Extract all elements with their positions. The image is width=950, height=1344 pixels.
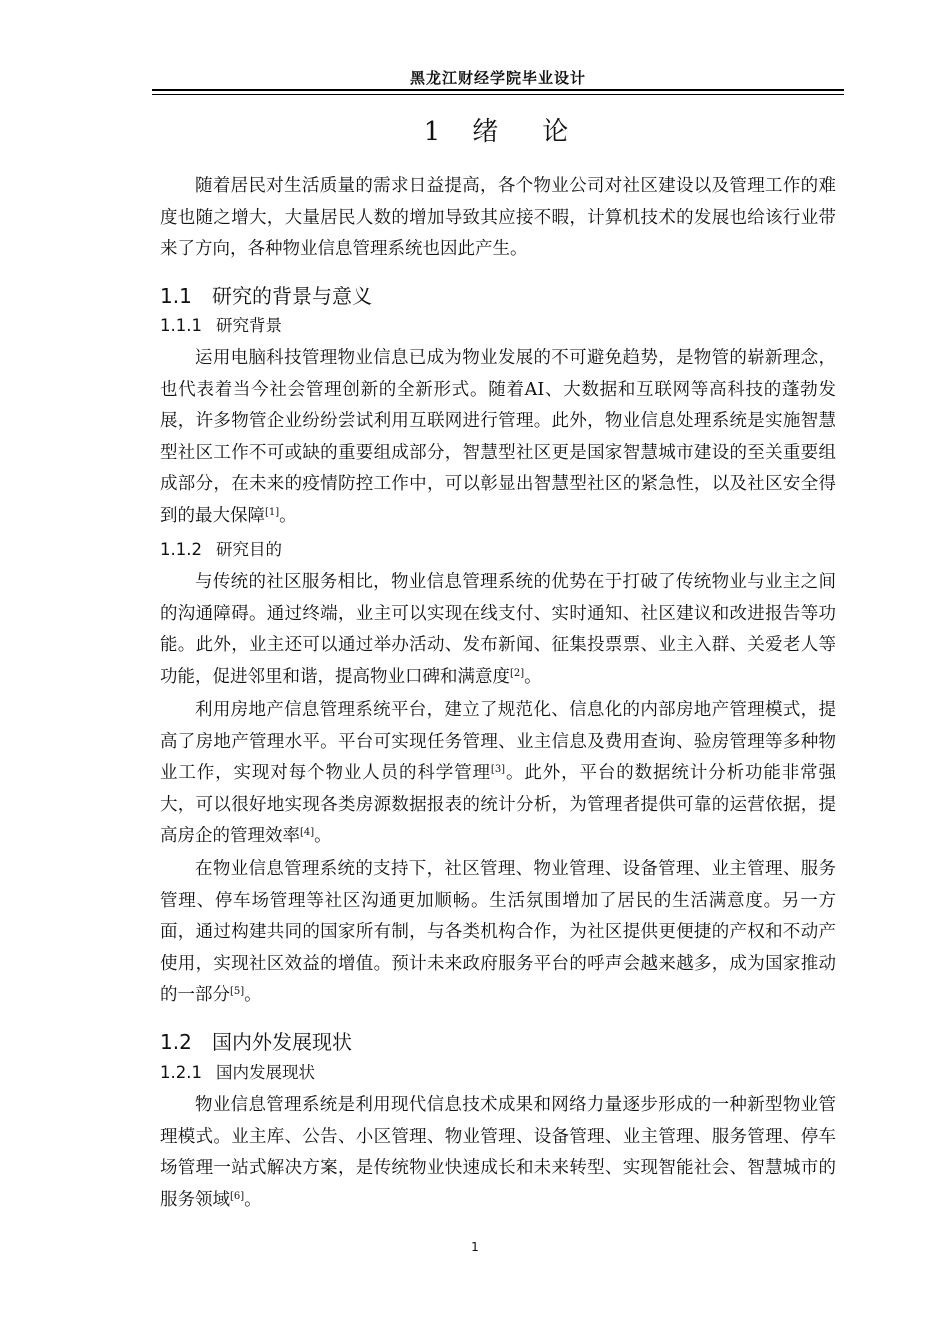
subsection-number: 1.2.1 — [160, 1063, 202, 1082]
citation-ref: [2] — [510, 667, 525, 679]
paragraph-end: 。 — [524, 666, 542, 687]
section-title: 国内外发展现状 — [212, 1030, 352, 1054]
purpose-paragraph-1 — [160, 567, 836, 693]
section-title: 研究的背景与意义 — [212, 284, 372, 308]
citation-ref: [6] — [230, 1190, 245, 1202]
subsection-title: 研究目的 — [216, 540, 282, 559]
citation-ref: [1] — [265, 506, 280, 518]
purpose-paragraph-3 — [160, 854, 836, 1012]
section-number: 1.1 — [160, 284, 192, 308]
intro-paragraph: 随着居民对生活质量的需求日益提高，各个物业公司对社区建设以及管理工作的难度也随之增大，大量居民人数的增加导致其应接不暇，计算机技术的发展也给该行业带来了方向，各种物业信息管理系统也因此产生。 — [160, 176, 836, 259]
running-header: 黑龙江财经学院毕业设计 — [409, 69, 586, 87]
paragraph-text: 物业信息管理系统是利用现代信息技术成果和网络力量逐步形成的一种新型物业管理模式。业主库、公告、小区管理、物业管理、设备管理、业主管理、服务管理、停车场管理一站式解决方案，是传统物业快速成长和未来转型、实现智能社会、智慧城市的服务领域 — [160, 1095, 836, 1210]
subsection-heading-1-1-1 — [160, 314, 282, 338]
subsection-number: 1.1.2 — [160, 540, 202, 559]
subsection-number: 1.1.1 — [160, 316, 202, 335]
chapter-title-part2: 论 — [542, 117, 573, 147]
paragraph-end: 。 — [279, 505, 297, 526]
paragraph-text: 与传统的社区服务相比，物业信息管理系统的优势在于打破了传统物业与业主之间的沟通障碍。通过终端，业主可以实现在线支付、实时通知、社区建议和改进报告等功能。此外，业主还可以通过举办活动、发布新闻、征集投票票、业主入群、关爱老人等功能，促进邻里和谐，提高物业口碑和满意度 — [160, 572, 836, 687]
paragraph-text: 运用电脑科技管理物业信息已成为物业发展的不可避免趋势，是物管的崭新理念，也代表着当今社会管理创新的全新形式。随着AI、大数据和互联网等高科技的蓬勃发展，许多物管企业纷纷尝试利用互联网进行管理。此外，物业信息处理系统是实施智慧型社区工作不可或缺的重要组成部分，智慧型社区更是国家智慧城市建设的至关重要组成部分，在未来的疫情防控工作中，可以彰显出智慧型社区的紧急性，以及社区安全得到的最大保障 — [160, 348, 836, 526]
paragraph-end: 。 — [314, 826, 332, 846]
background-paragraph — [160, 343, 836, 532]
header-rule-thin — [152, 94, 844, 95]
citation-ref: [3] — [490, 764, 506, 775]
subsection-title: 研究背景 — [216, 316, 282, 335]
paragraph-text: 利用房地产信息管理系统平台，建立了规范化、信息化的内部房地产管理模式，提高了房地产管理水平。平台可实现任务管理、业主信息及费用查询、验房管理等多种物业工作，实现对每个物业人员的科学管理 — [160, 700, 836, 783]
paragraph-end: 。 — [244, 985, 262, 1005]
purpose-paragraph-2 — [160, 695, 836, 853]
subsection-heading-1-2-1 — [160, 1061, 315, 1085]
chapter-title — [152, 114, 844, 150]
subsection-heading-1-1-2 — [160, 538, 282, 562]
header-rule-thick — [152, 89, 844, 91]
citation-ref: [4] — [300, 827, 315, 838]
paragraph-text: 在物业信息管理系统的支持下，社区管理、物业管理、设备管理、业主管理、服务管理、停车场管理等社区沟通更加顺畅。生活氛围增加了居民的生活满意度。另一方面，通过构建共同的国家所有制，与各类机构合作，为社区提供更便捷的产权和不动产使用，实现社区效益的增值。预计未来政府服务平台的呼声会越来越多，成为国家推动的一部分 — [160, 859, 836, 1005]
paragraph-text: 。此外，平台的数据统计分析功能非常强大，可以很好地实现各类房源数据报表的统计分析，为管理者提供可靠的运营依据，提高房企的管理效率 — [160, 763, 837, 846]
subsection-title: 国内发展现状 — [216, 1063, 315, 1082]
section-heading-1-1 — [160, 282, 372, 310]
chapter-number: 1 — [423, 117, 445, 147]
chapter-title-part1: 绪 — [472, 117, 503, 147]
citation-ref: [5] — [230, 986, 245, 997]
paragraph-end: 。 — [244, 1189, 262, 1210]
section-number: 1.2 — [160, 1030, 192, 1054]
domestic-paragraph — [160, 1090, 836, 1216]
page-number: 1 — [471, 1240, 479, 1254]
section-heading-1-2 — [160, 1028, 352, 1056]
